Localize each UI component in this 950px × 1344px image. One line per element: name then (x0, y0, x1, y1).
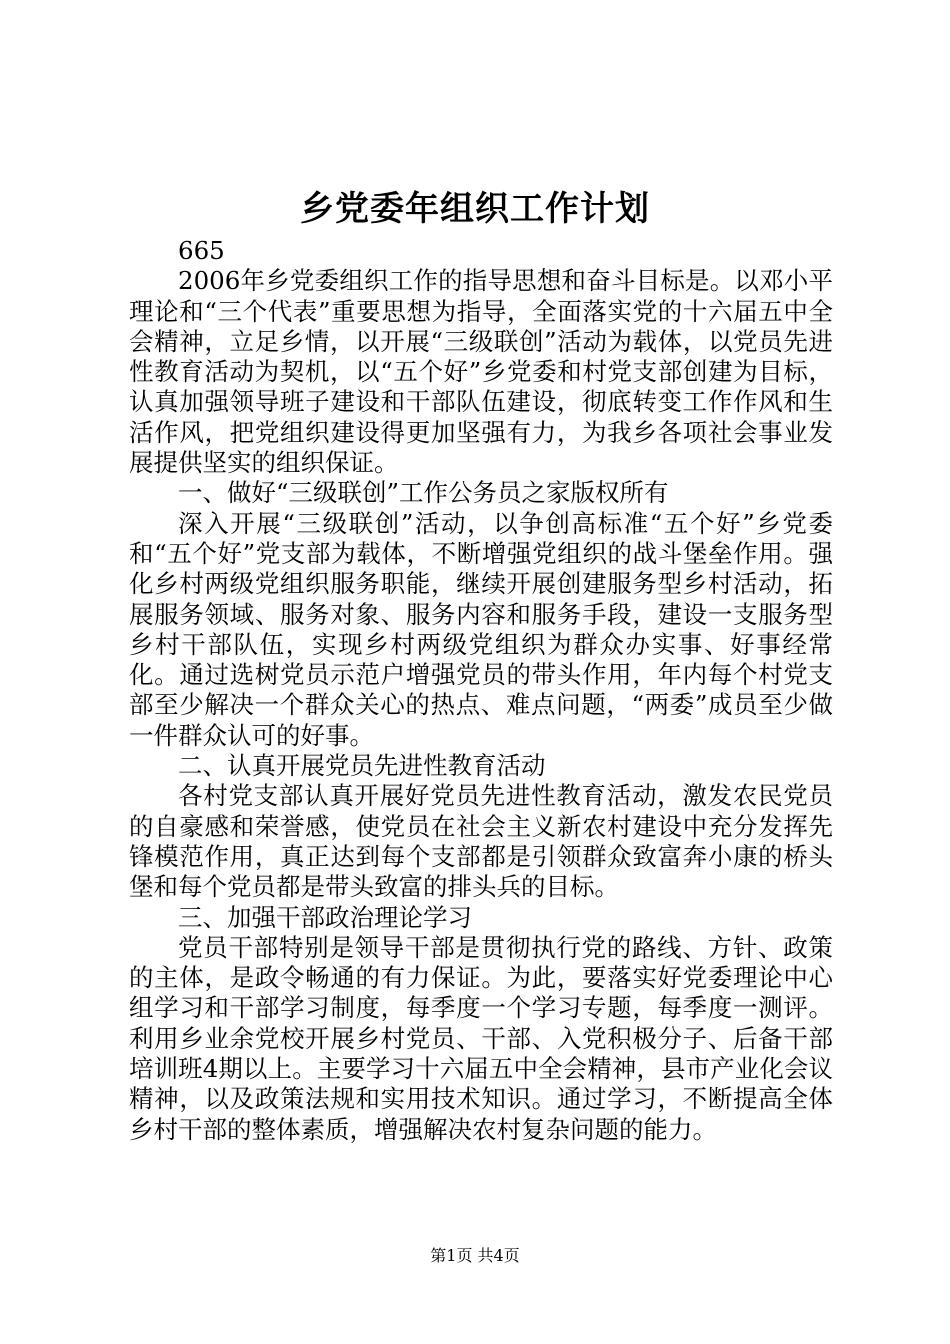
section-heading-1: 一、做好“三级联创”工作公务员之家版权所有 (178, 478, 669, 508)
section-body-1: 深入开展“三级联创”活动，以争创高标准“五个好”乡党委和“五个好”党支部为载体，不断增强党组织的战斗堡垒作用。强化乡村两级党组织服务职能，继续开展创建服务型乡村活动，拓展服务领域、服务对象、服务内容和服务手段，建设一支服务型乡村干部队伍，实现乡村两级党组织为群众办实事、好事经常化。通过选树党员示范户增强党员的带头作用，年内每个村党支部至少解决一个群众关心的热点、难点问题，“两委”成员至少做一件群众认可的好事。 (129, 508, 833, 750)
section-body-3: 党员干部特别是领导干部是贯彻执行党的路线、方针、政策的主体，是政令畅通的有力保证。为此，要落实好党委理论中心组学习和干部学习制度，每季度一个学习专题，每季度一测评。利用乡业余党校开展乡村党员、干部、入党积极分子、后备干部培训班4期以上。主要学习十六届五中全会精神，县市产业化会议精神，以及政策法规和实用技术知识。通过学习，不断提高全体乡村干部的整体素质，增强解决农村复杂问题的能力。 (129, 932, 833, 1144)
document-code: 665 (178, 236, 225, 265)
section-heading-2: 二、认真开展党员先进性教育活动 (178, 751, 546, 781)
page-footer: 第1页 共4页 (430, 1246, 520, 1265)
document-body (129, 236, 833, 1145)
section-body-2: 各村党支部认真开展好党员先进性教育活动，激发农民党员的自豪感和荣誉感，使党员在社会主义新农村建设中充分发挥先锋模范作用，真正达到每个支部都是引领群众致富奔小康的桥头堡和每个党员都是带头致富的排头兵的目标。 (129, 781, 833, 902)
intro-paragraph: 2006年乡党委组织工作的指导思想和奋斗目标是。以邓小平理论和“三个代表”重要思想为指导，全面落实党的十六届五中全会精神，立足乡情，以开展“三级联创”活动为载体，以党员先进性教育活动为契机，以“五个好”乡党委和村党支部创建为目标，认真加强领导班子建设和干部队伍建设，彻底转变工作作风和生活作风，把党组织建设得更加坚强有力，为我乡各项社会事业发展提供坚实的组织保证。 (129, 266, 833, 478)
section-heading-3: 三、加强干部政治理论学习 (178, 902, 472, 932)
document-title: 乡党委年组织工作计划 (300, 189, 650, 229)
